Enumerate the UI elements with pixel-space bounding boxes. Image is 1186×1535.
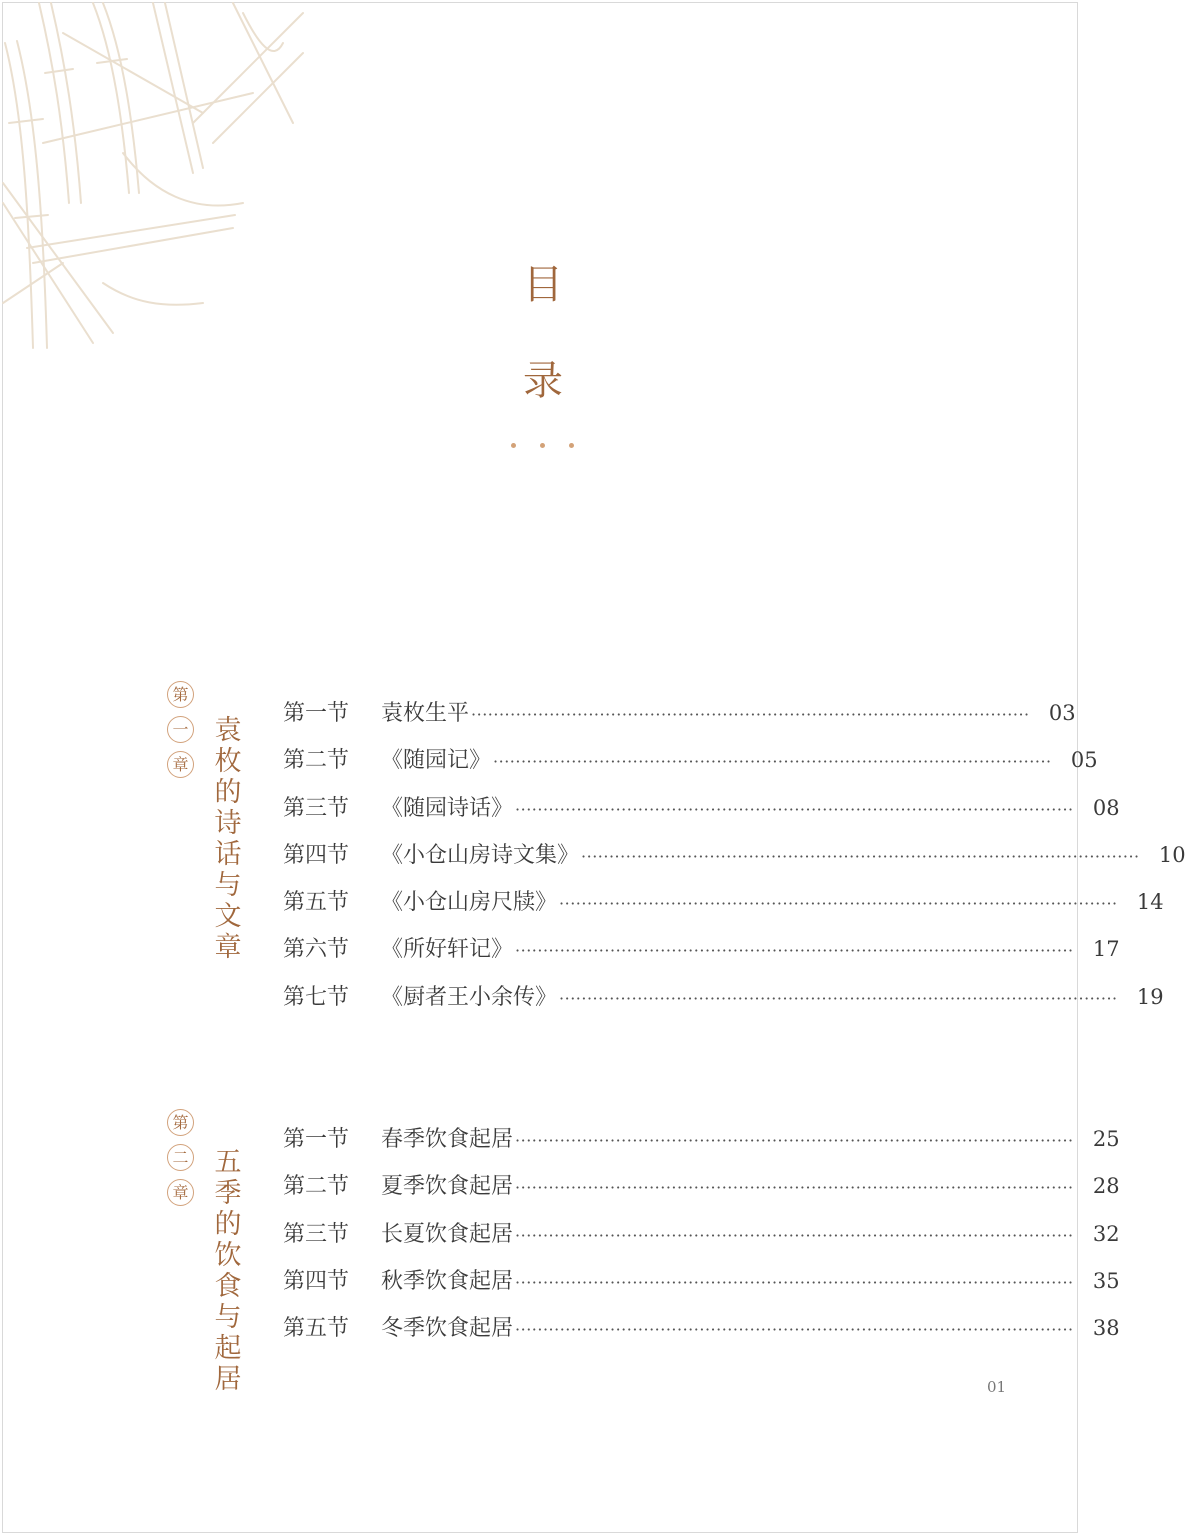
toc-entry[interactable]	[283, 785, 1120, 832]
chapter-title-char: 的	[214, 777, 242, 808]
toc-entry[interactable]	[283, 1116, 1120, 1163]
chapter-marker-circle: 章	[167, 1179, 194, 1206]
chapter-2-title	[213, 1147, 243, 1395]
toc-section-label: 第二节	[283, 1174, 350, 1200]
toc-page-number: 14	[1136, 890, 1164, 915]
dot-leader: ····································································································	[515, 799, 1074, 819]
toc-entry-title: 《厨者王小余传》	[381, 984, 558, 1010]
toc-page-number: 05	[1070, 748, 1098, 773]
dot-leader: ····································································································	[515, 1131, 1074, 1150]
toc-section-label: 第五节	[283, 890, 350, 916]
toc-page-number: 35	[1092, 1268, 1120, 1293]
toc-page-number: 25	[1092, 1127, 1120, 1151]
toc-entry-title: 《小仓山房尺牍》	[381, 890, 558, 916]
chapter-title-char: 与	[214, 1302, 242, 1333]
chapter-2-toc-list	[283, 1116, 1120, 1352]
toc-entry-title: 《随园记》	[381, 748, 492, 774]
toc-title-char-1: 目	[523, 262, 563, 308]
title-dots-ornament	[511, 443, 577, 449]
toc-entry-title: 长夏饮食起居	[381, 1221, 514, 1247]
chapter-title-char: 与	[214, 870, 242, 901]
chapter-title-char: 的	[214, 1209, 242, 1240]
chapter-1-marker	[167, 681, 201, 786]
toc-entry-title: 《随园诗话》	[381, 795, 514, 821]
chapter-title-char: 袁	[214, 715, 242, 746]
chapter-2-marker	[167, 1109, 201, 1214]
toc-page-number: 17	[1092, 937, 1120, 962]
chapter-marker-circle: 章	[167, 751, 194, 778]
toc-entry-title: 袁枚生平	[381, 701, 470, 726]
dot-leader: ····································································································	[515, 1178, 1074, 1198]
chapter-marker-circle: 第	[167, 681, 194, 708]
dot-leader: ····································································································	[515, 941, 1074, 961]
dot-leader: ····································································································	[493, 752, 1052, 772]
chapter-marker-circle: 一	[167, 716, 194, 743]
dot-leader: ····································································································	[559, 988, 1118, 1008]
chapter-title-char: 季	[214, 1178, 242, 1209]
toc-entry-title: 秋季饮食起居	[381, 1268, 514, 1294]
chapter-title-char: 饮	[214, 1240, 242, 1271]
toc-entry[interactable]	[283, 737, 1098, 784]
toc-section-label: 第六节	[283, 937, 350, 963]
toc-entry[interactable]	[283, 974, 1164, 1021]
chapter-title-char: 居	[214, 1364, 242, 1395]
toc-page-number: 03	[1048, 701, 1076, 725]
toc-page-number: 28	[1092, 1174, 1120, 1199]
toc-section-label: 第二节	[283, 748, 350, 774]
chapter-title-char: 五	[214, 1147, 242, 1178]
chapter-marker-circle: 二	[167, 1144, 194, 1171]
toc-entry[interactable]	[283, 926, 1120, 973]
toc-entry[interactable]	[283, 832, 1186, 879]
dot-leader: ····································································································	[515, 1272, 1074, 1292]
toc-section-label: 第五节	[283, 1316, 350, 1342]
toc-entry[interactable]	[283, 690, 1076, 737]
page-number: 01	[987, 1378, 1007, 1396]
toc-entry-title: 春季饮食起居	[381, 1127, 514, 1152]
toc-entry[interactable]	[283, 1258, 1120, 1305]
toc-entry[interactable]	[283, 1305, 1120, 1352]
toc-entry-title: 《小仓山房诗文集》	[381, 842, 580, 868]
dot-leader: ····································································································	[471, 705, 1030, 724]
toc-page-number: 32	[1092, 1221, 1120, 1246]
chapter-title-char: 文	[214, 901, 242, 932]
toc-page-number: 38	[1092, 1316, 1120, 1341]
dot-leader: ····································································································	[559, 894, 1118, 914]
dot-leader: ····································································································	[515, 1320, 1074, 1340]
toc-section-label: 第一节	[283, 1127, 350, 1152]
dot-leader: ····································································································	[515, 1225, 1074, 1245]
chapter-title-char: 枚	[214, 746, 242, 777]
toc-page-number: 08	[1092, 795, 1120, 820]
toc-entry[interactable]	[283, 879, 1164, 926]
toc-section-label: 第四节	[283, 842, 350, 868]
toc-section-label: 第一节	[283, 701, 350, 726]
chapter-marker-circle: 第	[167, 1109, 194, 1136]
chapter-title-char: 章	[214, 932, 242, 963]
chapter-1-toc-list	[283, 690, 1186, 1021]
toc-entry[interactable]	[283, 1163, 1120, 1210]
page	[2, 2, 1186, 1533]
chapter-title-char: 话	[214, 839, 242, 870]
chapter-title-char: 诗	[214, 808, 242, 839]
toc-page-number: 19	[1136, 984, 1164, 1009]
toc-section-label: 第七节	[283, 984, 350, 1010]
toc-entry[interactable]	[283, 1211, 1120, 1258]
toc-section-label: 第三节	[283, 795, 350, 821]
toc-entry-title: 《所好轩记》	[381, 937, 514, 963]
toc-page-number: 10	[1158, 842, 1186, 867]
chapter-title-char: 食	[214, 1271, 242, 1302]
chapter-1-title	[213, 715, 243, 963]
toc-entry-title: 冬季饮食起居	[381, 1316, 514, 1342]
toc-section-label: 第三节	[283, 1221, 350, 1247]
toc-entry-title: 夏季饮食起居	[381, 1174, 514, 1200]
chapter-title-char: 起	[214, 1333, 242, 1364]
dot-leader: ····································································································	[581, 846, 1140, 866]
toc-section-label: 第四节	[283, 1268, 350, 1294]
toc-title-char-2: 录	[523, 358, 563, 404]
